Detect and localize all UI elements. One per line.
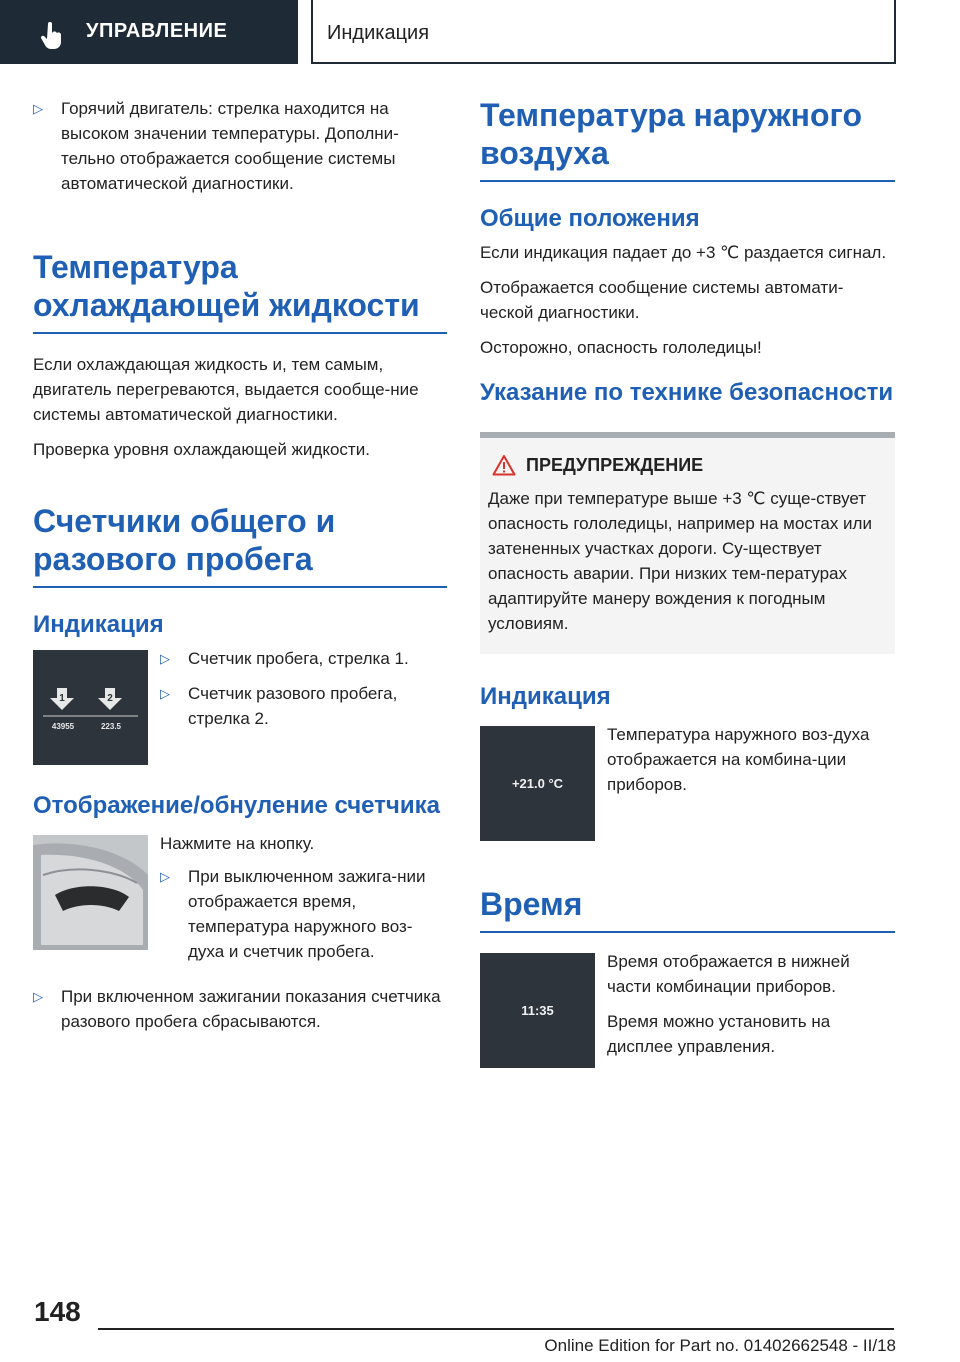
section-label: УПРАВЛЕНИЕ: [86, 20, 228, 42]
total-mileage-value: 43955: [51, 722, 75, 731]
reset-bullet-1: ▷ При выключенном зажига-нии отображается время, температура наружного воз-духа и счетчик пробега.: [160, 864, 447, 964]
odometer-arrows-icon: [33, 650, 148, 765]
coolant-check-paragraph: Проверка уровня охлаждающей жидкости.: [33, 440, 370, 459]
outside-p1: Если индикация падает до +3 ℃ раздается сигнал.: [480, 243, 887, 262]
reset-bullet-2: ▷ При включенном зажигании показания счетчика разового пробега сбрасываются.: [33, 984, 447, 1034]
odometer-bullet-2: ▷ Счетчик разового пробега, стрелка 2.: [160, 681, 447, 731]
outside-temp-display-image: [480, 726, 595, 841]
reset-button-image: [33, 835, 148, 950]
topic-label: Индикация: [327, 22, 430, 44]
odometer-title: Счетчики общего и разового пробега: [33, 502, 447, 588]
safety-title: Указание по технике безопасности: [480, 379, 894, 406]
right-column: [480, 96, 895, 1079]
warning-box: [480, 432, 895, 654]
outside-display-text: Температура наружного воз-духа отображается на комбина-ции приборов.: [607, 725, 870, 794]
hot-engine-bullet: ▷ Горячий двигатель: стрелка находится на высоком значении температуры. Дополни-тельно отображается сообщение системы автоматической диагностики.: [33, 96, 447, 196]
time-p1: Время отображается в нижней части комбинации приборов.: [607, 952, 850, 996]
edition-text: Online Edition for Part no. 01402662548 - II/18: [544, 1336, 896, 1355]
warning-triangle-icon: [492, 454, 516, 476]
general-title: Общие положения: [480, 205, 700, 232]
trip-mileage-value: 223.5: [100, 722, 122, 731]
outside-temp-title: Температура наружного воздуха: [480, 96, 895, 182]
page-number: 148: [34, 1296, 81, 1327]
left-column: [33, 96, 447, 1044]
arrow-1-label: 1: [59, 693, 65, 704]
odometer-display-title: Индикация: [33, 611, 164, 638]
hand-pointer-icon: [40, 22, 64, 50]
outside-p2: Отображается сообщение системы автомати-ческой диагностики.: [480, 278, 844, 322]
coolant-title: Температура охлаждающей жидкости: [33, 248, 447, 334]
warning-label: ПРЕДУПРЕЖДЕНИЕ: [526, 454, 704, 475]
time-p2: Время можно установить на дисплее управления.: [607, 1012, 831, 1056]
reset-title: Отображение/обнуление счетчика: [33, 792, 440, 819]
arrow-2-label: 2: [107, 693, 113, 704]
outside-display-title: Индикация: [480, 683, 611, 710]
header-section-tab: [0, 0, 298, 64]
footer-divider: [98, 1328, 894, 1330]
header-topic-bar: [311, 0, 896, 64]
time-value: 11:35: [521, 1003, 554, 1018]
warning-text: Даже при температуре выше +3 ℃ суще-ствует опасность гололедицы, например на мостах или затененных участках дороги. Су-ществует опасность аварии. При низких тем-пературах адаптируйте манеру вождения к погодным условиям.: [488, 489, 872, 633]
press-button-text: Нажмите на кнопку.: [160, 834, 315, 853]
trip-reset-button-icon: [33, 835, 148, 950]
odometer-bullet-1: ▷ Счетчик пробега, стрелка 1.: [160, 646, 447, 671]
outside-temp-value: +21.0 °C: [511, 776, 564, 791]
outside-p3: Осторожно, опасность гололедицы!: [480, 338, 762, 357]
time-title: Время: [480, 885, 895, 933]
odometer-display-image: [33, 650, 148, 765]
time-display-image: [480, 953, 595, 1068]
coolant-paragraph: Если охлаждающая жидкость и, тем самым, двигатель перегреваются, выдается сообще-ние системы автоматической диагностики.: [33, 355, 419, 424]
